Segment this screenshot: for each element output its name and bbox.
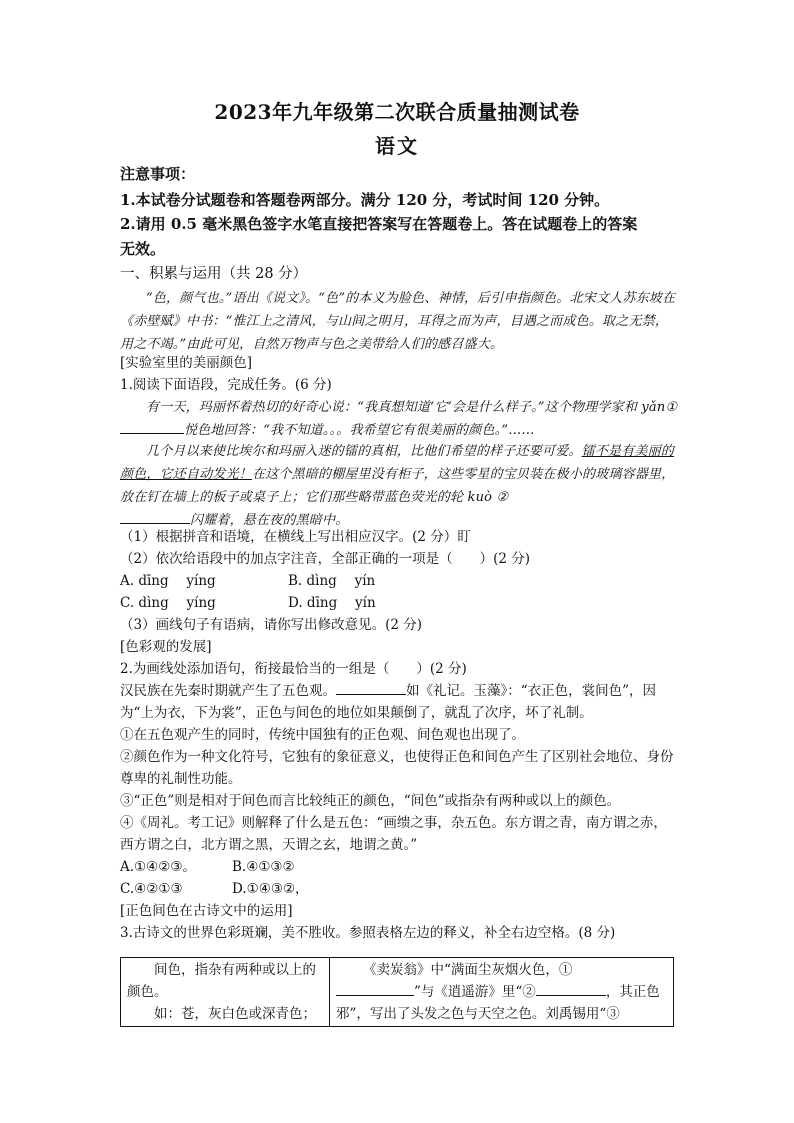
answer-blank-2[interactable]	[120, 511, 190, 524]
q2-option-a[interactable]: A.①④②③。	[120, 859, 196, 875]
subquestion-1: （1）根据拼音和语境，在横线上写出相应汉字。(2 分）盯	[120, 529, 471, 545]
passage-2-text-c: 闪耀着，悬在夜的黑暗中。	[190, 513, 349, 528]
subject-title: 语文	[375, 134, 419, 158]
passage-paragraph-2	[120, 440, 680, 532]
poetry-tag: [正色间色在古诗文中的运用]	[120, 903, 293, 919]
exam-title: 2023年九年级第二次联合质量抽测试卷	[214, 100, 580, 124]
options-row-1	[120, 570, 680, 592]
passage-2-text-a: 几个月以来使比埃尔和玛丽入迷的镭的真相，比他们希望的样子还要可爱。	[146, 444, 582, 459]
q2-passage-b: 如《礼记。玉藻》：“衣正色，裳间色”，因为“上为衣，下为裳”，正色与间色的地位如果颠倒了，就乱了次序，坏了礼制。	[120, 683, 657, 721]
option-a[interactable]: A. dīng yíng	[120, 573, 216, 589]
right-text-c: ，其正色邪”，写出了头发之色与天空之色。刘禹锡用“③	[336, 984, 660, 1022]
answer-blank-1[interactable]	[120, 421, 184, 434]
notice-item-1: 1.本试卷分试题卷和答题卷两部分。满分 120 分，考试时间 120 分钟。	[120, 191, 610, 209]
right-text-b: ”与《逍遥游》里“②	[414, 984, 536, 1000]
table-blank-1[interactable]	[336, 983, 414, 996]
notice-item-2: 2.请用 0.5 毫米黑色签字水笔直接把答案写在答题卷上。答在试题卷上的答案	[120, 215, 638, 233]
underlined-sentence: 镭不是有美丽的颜色，它还自动发光！	[120, 444, 675, 482]
sentence-1: ①在五色观产生的同时，传统中国独有的正色观、间色观也出现了。	[120, 727, 525, 743]
passage-1-text-b: 悦色地回答：“我不知道。。。我希望它有很美丽的颜色。”……	[184, 423, 535, 438]
table-cell-right	[330, 958, 674, 1027]
q2-option-c[interactable]: C.④②①③	[120, 881, 183, 897]
q2-option-b[interactable]: B.④①③②	[232, 859, 295, 875]
right-text-a: 《卖炭翁》中“满面尘灰烟火色，①	[363, 962, 573, 978]
question-2-passage	[120, 680, 680, 724]
lab-tag: [实验室里的美丽颜色]	[120, 355, 253, 371]
color-view-tag: [色彩观的发展]	[120, 639, 212, 655]
sentence-2: ②颜色作为一种文化符号，它独有的象征意义，也使得正色和间色产生了区别社会地位、身份尊卑的礼制性功能。	[120, 749, 674, 787]
answer-blank-q2[interactable]	[336, 682, 406, 695]
sentence-3: ③“正色”则是相对于间色而言比较纯正的颜色，“间色”或指杂有两种或以上的颜色。	[120, 793, 621, 809]
options-row-2	[120, 592, 680, 614]
option-c[interactable]: C. dìng yíng	[120, 595, 216, 611]
subquestion-2: （2）依次给语段中的加点字注音，全部正确的一项是（ ）(2 分)	[120, 551, 531, 567]
question-3: 3.古诗文的世界色彩斑斓，美不胜收。参照表格左边的释义，补全右边空格。(8 分)	[120, 925, 616, 941]
subquestion-3: （3）画线句子有语病，请你写出修改意见。(2 分)	[120, 617, 423, 633]
sentence-4: ④《周礼。考工记》则解释了什么是五色：“画缋之事，杂五色。东方谓之青，南方谓之赤，西方谓之白，北方谓之黑，天谓之玄，地谓之黄。”	[120, 815, 667, 853]
question-1: 1.阅读下面语段，完成任务。(6 分)	[120, 377, 332, 393]
poetry-table	[120, 957, 674, 1027]
q2-options-row-1	[120, 856, 680, 878]
question-2: 2.为画线处添加语句，衔接最恰当的一组是（ ）(2 分)	[120, 661, 467, 677]
q2-options-row-2	[120, 878, 680, 900]
passage-paragraph-1	[120, 396, 680, 442]
notice-heading: 注意事项：	[120, 165, 196, 183]
passage-2-text-b: 在这个黑暗的棚屋里没有柜子，这些零星的宝贝装在极小的玻璃容器里，放在钉在墙上的板子或桌子上；它们那些略带蓝色荧光的轮 kuò ②	[120, 467, 675, 505]
table-blank-2[interactable]	[536, 983, 606, 996]
left-example: 如：苍，灰白色或深青色；	[154, 1006, 316, 1022]
q2-passage-a: 汉民族在先秦时期就产生了五色观。	[120, 683, 336, 699]
option-b[interactable]: B. dìng yín	[288, 573, 376, 589]
table-row	[121, 958, 674, 1027]
notice-item-2-cont: 无效。	[120, 240, 166, 258]
intro-paragraph: “色，颜气也。”语出《说文》。“色”的本义为脸色、神情，后引申指颜色。北宋文人苏东坡在《赤壁赋》中书：“惟江上之清风，与山间之明月，耳得之而为声，目遇之而成色。取之无禁，用之不竭。”由此可见，自然万物声与色之美带给人们的感召盛大。	[120, 291, 676, 352]
section-heading: 一、积累与运用（共 28 分）	[120, 266, 308, 282]
q2-option-d[interactable]: D.①④③②，	[232, 881, 309, 897]
option-d[interactable]: D. dīng yín	[288, 595, 376, 611]
passage-1-text-a: 有一天，玛丽怀着热切的好奇心说：“我真想知道‘它’会是什么样子。”这个物理学家和 yǎn①	[146, 400, 678, 415]
table-cell-left	[121, 958, 330, 1027]
left-definition: 间色，指杂有两种或以上的颜色。	[127, 962, 316, 1000]
